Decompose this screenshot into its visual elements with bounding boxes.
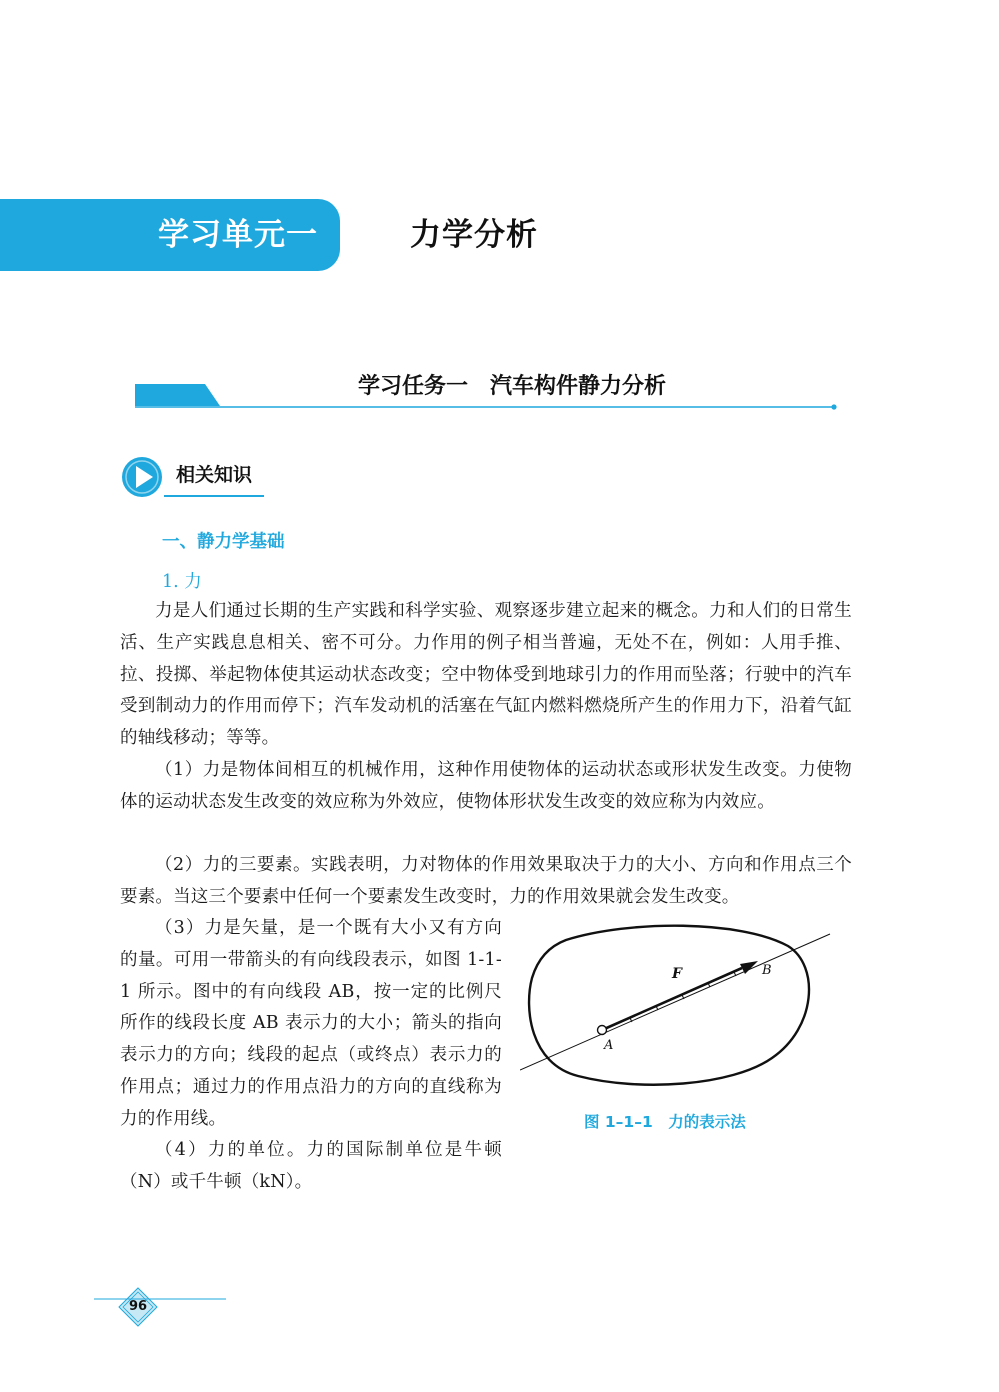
point-a-marker <box>598 1026 607 1035</box>
page-badge <box>94 1284 229 1330</box>
figure-caption: 图 1–1–1 力的表示法 <box>584 1113 746 1131</box>
paragraph-point-1: （1）力是物体间相互的机械作用，这种作用使物体的运动状态或形状发生改变。力使物体的运动状态发生改变的效应称为外效应，使物体形状发生改变的效应称为内效应。 <box>120 760 852 812</box>
related-knowledge-label: 相关知识 <box>176 464 253 486</box>
force-label: F <box>672 966 682 982</box>
play-icon <box>120 455 164 499</box>
knowledge-underline <box>164 495 264 497</box>
body-outline <box>529 926 809 1085</box>
unit-title: 力学分析 <box>410 217 538 253</box>
paragraph-point-4: （4）力的单位。力的国际制单位是牛顿（N）或千牛顿（kN）。 <box>120 1140 502 1192</box>
paragraph-point-2: （2）力的三要素。实践表明，力对物体的作用效果取决于力的大小、方向和作用点三个要素。当这三个要素中任何一个要素发生改变时，力的作用效果就会发生改变。 <box>120 855 852 907</box>
paragraph-intro: 力是人们通过长期的生产实践和科学实验、观察逐步建立起来的概念。力和人们的日常生活、生产实践息息相关、密不可分。力作用的例子相当普遍，无处不在，例如：人用手推、拉、投掷、举起物体使其运动状态改变；空中物体受到地球引力的作用而坠落；行驶中的汽车受到制动力的作用而停下；汽车发动机的活塞在气缸内燃料燃烧所产生的作用力下，沿着气缸的轴线移动；等等。 <box>120 601 852 749</box>
section-heading: 一、静力学基础 <box>162 532 285 552</box>
subsection-heading: 1. 力 <box>162 572 202 592</box>
point-b-label: B <box>762 963 772 978</box>
task-title: 学习任务一 汽车构件静力分析 <box>358 373 667 399</box>
point-a-label: A <box>604 1038 614 1053</box>
page-number: 96 <box>128 1299 148 1314</box>
unit-label: 学习单元一 <box>158 217 318 253</box>
paragraph-point-3: （3）力是矢量，是一个既有大小又有方向的量。可用一带箭头的有向线段表示，如图 1-1-1 所示。图中的有向线段 AB，按一定的比例尺所作的线段长度 AB 表示力的大小；箭头的指向表示力的方向；线段的起点（或终点）表示力的作用点；通过力的作用点沿力的方向的直线称为力的作用线。 <box>120 918 502 1129</box>
force-diagram <box>520 918 840 1098</box>
